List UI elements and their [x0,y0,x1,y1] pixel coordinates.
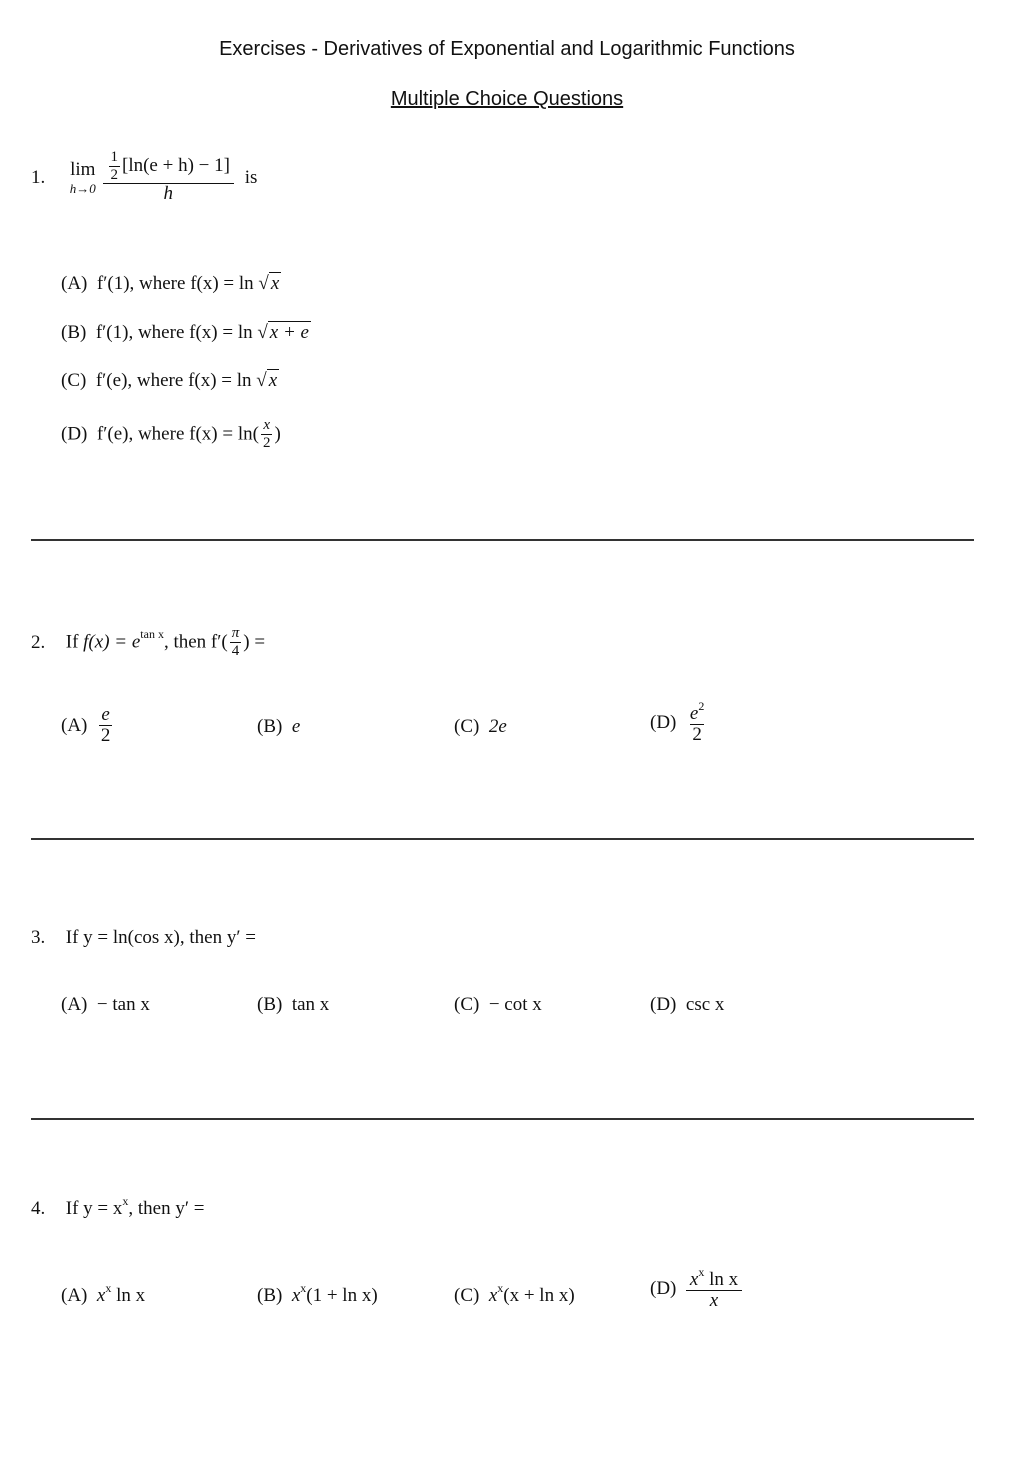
option-4b[interactable]: (B) $x^x(1 + \ln x)$ [257,1281,378,1306]
option-1d[interactable]: (D) f′(e), where f(x) = ln( $\frac{x}{2}$ ) [61,417,281,451]
option-2a[interactable]: (A) $\frac{e}{2}$ [61,704,111,746]
sqrt-icon: √ [256,370,267,391]
option-3a[interactable]: (A) − tan x [61,994,150,1015]
half-fraction: $\frac{1}{2}$ [110,149,118,183]
limit-operator: lim h→0 [69,158,96,196]
option-3b[interactable]: (B) tan x [257,994,330,1015]
question-4: 4. If $y = x^x$, then y′ = [31,1194,205,1219]
divider [31,838,974,840]
option-1b[interactable]: (B) f′(1), where f(x) = ln √ x + e [61,322,309,343]
option-2b[interactable]: (B) e [257,716,301,737]
option-4c[interactable]: (C) $x^x(x + \ln x)$ [454,1281,575,1306]
option-3c[interactable]: (C) − cot x [454,994,542,1015]
section-subtitle: Multiple Choice Questions [390,88,624,110]
option-4a[interactable]: (A) $x^x$ ln x [61,1281,146,1306]
option-4d[interactable]: (D) $\frac{x^x \ln x}{x}$ [650,1266,742,1312]
question-3: 3. If y = ln(cos x), then y′ = [31,927,256,948]
option-1c[interactable]: (C) f′(e), where f(x) = ln √ x [61,370,278,391]
sqrt-icon: √ [258,273,269,294]
page-title: Exercises - Derivatives of Exponential and Logarithmic Functions [219,38,795,60]
option-2c[interactable]: (C) 2e [454,716,507,737]
question-1: 1. lim h→0 $\frac{1}{2}$ [ln(e + h) − 1] h is [31,149,258,205]
divider [31,1118,974,1120]
option-1a[interactable]: (A) f′(1), where f(x) = ln √ x [61,273,280,294]
question-number: 1. [31,166,46,188]
option-2d[interactable]: (D) $\frac{e^2}{2}$ [650,699,705,745]
divider [31,539,974,541]
sqrt-icon: √ [257,322,268,343]
option-3d[interactable]: (D) csc x [650,994,725,1015]
question-2: 2. If $f(x) = e^{tan x}$, then f′( $\frac{\pi}{4}$ ) = [31,625,266,659]
limit-fraction: $\frac{1}{2}$ [ln(e + h) − 1] h [105,150,232,205]
